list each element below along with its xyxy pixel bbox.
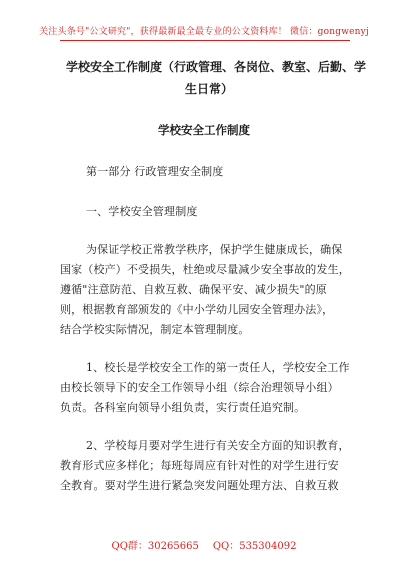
section-title: 学校安全工作制度 — [158, 123, 250, 137]
paragraph-1-line-5: 结合学校实际情况，制定本管理制度。 — [60, 323, 250, 336]
paragraph-2-line-1: 1、校长是学校安全工作的第一责任人，学校安全工作 — [86, 361, 350, 374]
paragraph-2-line-3: 负责。各科室向领导小组负责，实行责任追究制。 — [60, 401, 306, 414]
paragraph-2-line-2: 由校长领导下的安全工作领导小组（综合治理领导小组） — [60, 381, 339, 394]
document-title-line-1: 学校安全工作制度（行政管理、各岗位、教室、后勤、学 — [66, 60, 367, 74]
subsection-heading: 一、学校安全管理制度 — [86, 205, 198, 218]
paragraph-1-line-2: 国家（校产）不受损失，杜绝或尽量减少安全事故的发生， — [60, 263, 350, 276]
paragraph-1-line-3: 遵循"注意防范、自救互救、确保平安、减少损失"的原 — [60, 283, 327, 296]
paragraph-1-line-1: 为保证学校正常教学秩序，保护学生健康成长，确保 — [86, 243, 343, 256]
paragraph-3-line-1: 2、学校每月要对学生进行有关安全方面的知识教育， — [86, 439, 350, 452]
paragraph-3-line-3: 全教育。要对学生进行紧急突发问题处理方法、自救互救 — [60, 479, 339, 492]
footer-qq: QQ：535304092 — [212, 541, 297, 552]
header-divider — [60, 40, 350, 41]
paragraph-1-line-4: 则，根据教育部颁发的《中小学幼儿园安全管理办法》， — [60, 303, 334, 316]
footer-qq-group: QQ群：30265665 — [111, 541, 199, 552]
part-heading: 第一部分 行政管理安全制度 — [86, 165, 224, 178]
footer-contact — [0, 537, 408, 552]
paragraph-3-line-2: 教育形式应多样化；每班每周应有针对性的对学生进行安 — [60, 459, 339, 472]
document-title-line-2: 生日常） — [184, 82, 233, 96]
header-promo-note: 关注头条号"公文研究"，获得最新最全最专业的公文资料库！ 微信：gongwenyj — [39, 27, 369, 37]
